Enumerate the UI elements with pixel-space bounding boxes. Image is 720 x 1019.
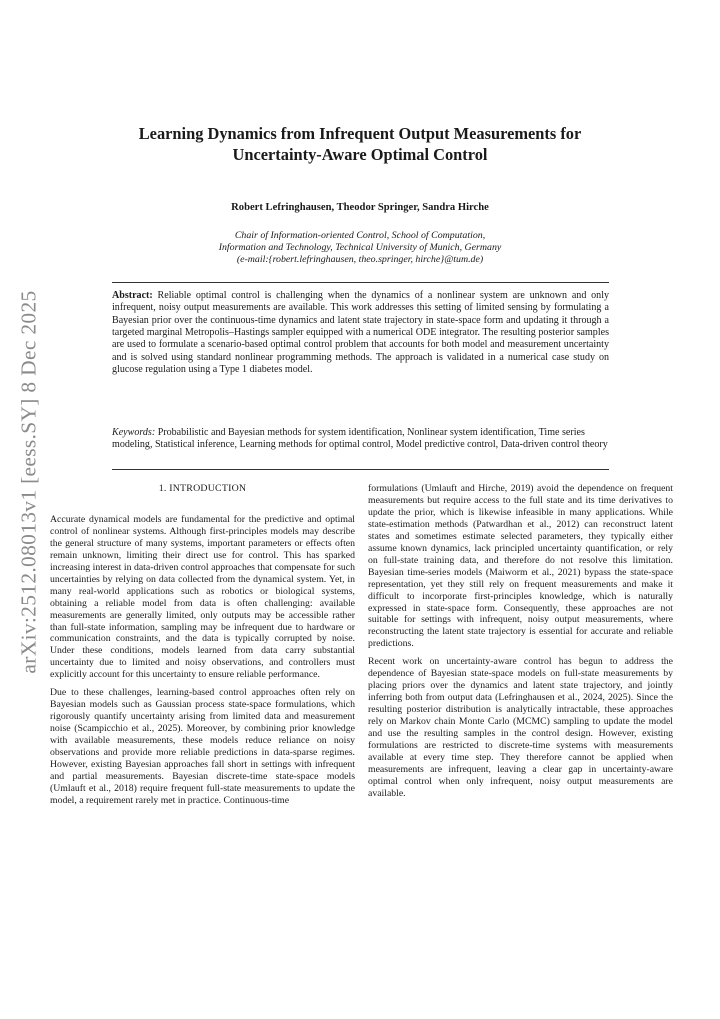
affiliation-line-3: (e-mail:{robert.lefringhausen, theo.springer, hirche}@tum.de) xyxy=(236,254,484,266)
right-column xyxy=(368,483,673,806)
body-paragraph: Accurate dynamical models are fundamental for the predictive and optimal control of nonlinear systems. Although first-principles models may describe the general structure of many systems, important parameters or effects often remain unknown, limiting their direct use for control. This has sparked increasing interest in data-driven control approaches that compensate for such uncertainties by relying on data collected from the dynamical system. Yet, in many real-world applications such as robotics or biological systems, obtaining a reliable model from data is often challenging: available measurements are generally limited, only outputs may be accessible rather than full-state information, sampling may be infrequent due to hardware or communication constraints, and the data is typically corrupted by noise. Under these conditions, models learned from data carry substantial uncertainty due to limited and noisy observations, and controllers must explicitly account for this uncertainty to ensure reliable performance. xyxy=(50,513,355,681)
left-column xyxy=(50,483,355,813)
keywords xyxy=(112,427,609,452)
section-heading: 1. INTRODUCTION xyxy=(158,483,247,494)
keywords-text: Probabilistic and Bayesian methods for system identification, Nonlinear system identification, Time series modeling, Statistical inference, Learning methods for optimal control, Model predictive control, Data-driven control theory xyxy=(112,427,608,451)
paper-title: Learning Dynamics from Infrequent Output Measurements for Uncertainty-Aware Optimal Control xyxy=(138,124,582,164)
keywords-label: Keywords: xyxy=(112,427,156,438)
body-paragraph: Recent work on uncertainty-aware control has begun to address the dependence of Bayesian state-space models on full-state measurements by placing priors over the dynamics and latent state trajectory, and jointly inferring both from output data (Lefringhausen et al., 2024, 2025). Since the resulting posterior distribution is analytically intractable, these approaches rely on Markov chain Monte Carlo (MCMC) sampling to update the model and use the resulting samples in the control design. However, existing formulations are restricted to discrete-time systems with measurements available at every time step. They therefore cannot be applied when measurements are infrequent, leaving a clear gap in uncertainty-aware optimal control when only infrequent, noisy output measurements are available. xyxy=(368,656,673,799)
bottom-divider xyxy=(112,469,609,470)
body-paragraph: Due to these challenges, learning-based control approaches often rely on Bayesian models such as Gaussian process state-space formulations, which rigorously quantify uncertainty arising from limited data and measurement noise (Scampicchio et al., 2025). Moreover, by combining prior knowledge with available measurements, these models reduce reliance on noisy observations and provide more reliable predictions in data-sparse regimes. However, existing Bayesian approaches fall short in settings with infrequent and partial measurements. Bayesian discrete-time state-space models (Umlauft et al., 2018) require frequent full-state measurements to update the model, a requirement rarely met in practice. Continuous-time xyxy=(50,687,355,806)
affiliation-line-1: Chair of Information-oriented Control, School of Computation, xyxy=(234,230,486,241)
abstract-label: Abstract: xyxy=(112,290,153,301)
abstract xyxy=(112,290,609,376)
arxiv-stamp xyxy=(14,290,44,674)
top-divider xyxy=(112,282,609,283)
affiliation-line-2: Information and Technology, Technical University of Munich, Germany xyxy=(218,242,502,254)
body-paragraph: formulations (Umlauft and Hirche, 2019) avoid the dependence on frequent measurements but require access to the full state and its time derivatives to update the prior, which is likewise infeasible in many applications. While state-estimation methods (Patwardhan et al., 2012) can reconstruct latent states and sometimes estimate selected parameters, they typically either assume known dynamics, lack principled uncertainty quantification, or rely on full-state training data, and therefore do not resolve this limitation. Bayesian time-series models (Maiworm et al., 2021) bypass the state-space representation, yet they still rely on frequent measurements and make it difficult to incorporate first-principles knowledge, which is naturally expressed in state-space form. Consequently, these approaches are not suitable for settings with infrequent, noisy output measurements, where reconstructing the latent state trajectory is essential for accurate and reliable predictions. xyxy=(368,483,673,650)
affiliation xyxy=(110,230,610,267)
authors: Robert Lefringhausen, Theodor Springer, Sandra Hirche xyxy=(231,202,489,213)
arxiv-id: arXiv:2512.08013v1 [eess.SY] 8 Dec 2025 xyxy=(16,290,41,674)
abstract-text: Reliable optimal control is challenging when the dynamics of a nonlinear system are unknown and only infrequent, noisy output measurements are available. This work addresses this setting of limited sensing by formulating a Bayesian prior over the continuous-time dynamics and latent state trajectory in state-space form and updating it through a targeted marginal Metropolis–Hastings sampler equipped with a numerical ODE integrator. The resulting posterior samples are used to formulate a scenario-based optimal control problem that accounts for both model and measurement uncertainty and is solved using standard nonlinear programming methods. The approach is validated in a numerical case study on glucose regulation using a Type 1 diabetes model. xyxy=(112,290,610,376)
